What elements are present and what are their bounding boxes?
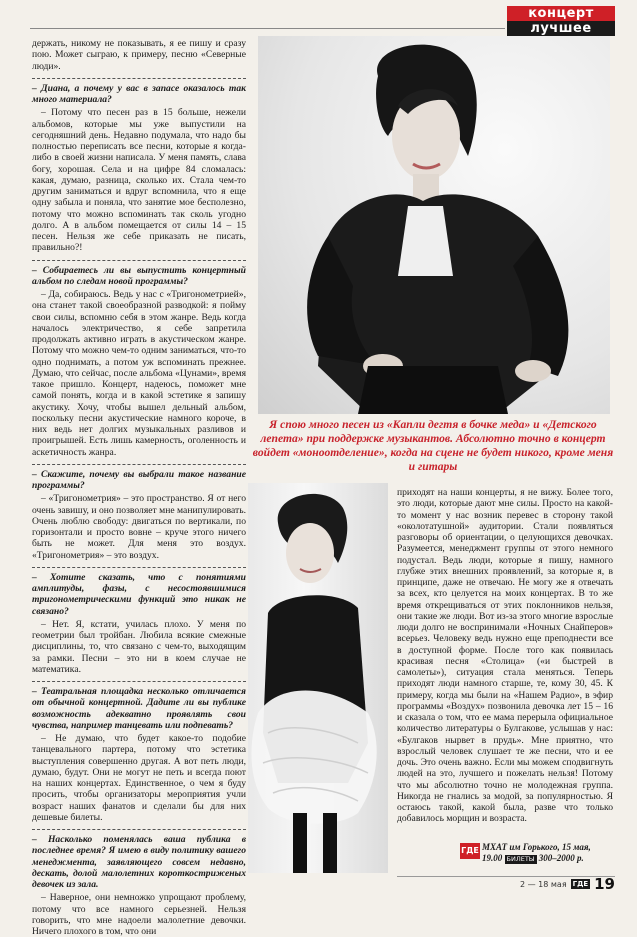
answer: – Потому что песен раз в 15 больше, нежели альбомов, которые мы уже выпустили на сегодняшний день. Недавно подумала, что надо бы полностью переписать все песни, которые я когда-либо в своей жизни написала. У меня память, слава богу, хорошая. Села и на цифре 84 сломалась: какая, думаю, разница, сколько их. Стала чем-то другим заниматься и вдруг вспомнила, что я еще одну забыла и поняла, что занятие мое бесполезно, потому что можно вспоминать так сколь угодно долго. А в альбом помещается от силы 14 – 15 песен. Нельзя же себе приказать не писать, правильно?!: [32, 107, 246, 254]
photo-singer-bottom: [248, 483, 388, 873]
section-header-line2: лучшее: [507, 21, 615, 36]
event-venue-line: [482, 842, 610, 853]
question: – Насколько поменялась ваша публика в последнее время? Я имею в виду политику вашего менеджмента, заявляющего совсем недавно, дескать, долой малолетних короткостриженых девочек из зала.: [32, 829, 246, 890]
header-rule: [30, 28, 505, 29]
question: – Собираетесь ли вы выпустить концертный альбом по следам новой программы?: [32, 260, 246, 288]
answer: – «Тригонометрия» – это пространство. Я от него очень завишу, и оно позволяет мне манипулировать. Очень люблю свободу: двигаться по вертикали, по горизонтали и просто вовне – круче этого ничего быть не может. Для меня это воздух. «Тригонометрия» – это воздух.: [32, 493, 246, 561]
page-footer: [520, 876, 615, 892]
right-column: [397, 487, 613, 843]
event-venue: МХАТ им Горького, 15 мая,: [482, 842, 591, 852]
question: – Скажите, почему вы выбрали такое название программы?: [32, 464, 246, 492]
photo-singer-top: [258, 36, 610, 414]
answer: – Нет. Я, кстати, училась плохо. У меня по геометрии был тройбан. Любила всякие смежные дисциплины, то, что связано с чем-то, выходящим за рамки. Песни – это ни в коем случае не математика.: [32, 618, 246, 675]
paragraph: приходят на наши концерты, я не вижу. Более того, это люди, которые дают мне силы. Просто на какой-то момент у нас возник перевес в сторону такой «околотатушной» аудитории. Стали появляться разговоры об ориентации, о целующихся девочках. Разумеется, менеджмент группы от этого немного подустал. Ведь люди, которые я пишу, намного глубже этих внешних проявлений, за которые я, в принципе, даже не отвечаю. Не могу же я отвечать за всех, кто целуется на моих концертах. В то же время открещиваться от этих поклонников нельзя, они такие же люди. Вот из-за этого многие взрослые люди долго не воспринимали «Ночных Снайперов» всерьез. Человеку ведь нужно еще преподнести все в доступной форме. После того как появилась красивая песня «Столица» («и быстрей в самолеты»), ситуация стала меняться. Теперь приходят люди намного старше, те, кому 30, 45. К примеру, когда мы были на «Нашем Радио», в эфир программы «Воздух» позвонила девочка лет 15 – 16 и сказала о том, что ее мама перерыла официальное количество литературы о Булгакове, услышав у нас: «Булгаков нырвет в прудь». Мне приятно, что взрослый человек слушает те же песни, что и ее дочь. Это очень важно. Если мы можем сподвигнуть людей на это, лучшего и пожелать нельзя! Потому что мы абсолютно точно не молодежная группа. Никогда не гнались за модой, за популярностью. Я остаюсь такой, какой была, разве что только добавилось морщин и возраста.: [397, 487, 613, 825]
event-time: 19.00: [482, 853, 503, 863]
question: – Хотите сказать, что с понятиями амплитуды, фазы, с несостоявшимися тригонометрическими функций это никак не связано?: [32, 567, 246, 617]
photo-singer-bottom-illustration: [248, 483, 388, 873]
issue-date: 2 — 18 мая: [519, 879, 567, 889]
paragraph: держать, никому не показывать, я ее пишу и сразу пою. Может сыграю, к примеру, песню «Северные люди».: [32, 38, 246, 72]
section-header-line1: концерт: [507, 6, 615, 21]
answer: – Да, собираюсь. Ведь у нас с «Тригонометрией», она станет такой своеобразной разводкой: я пойму свои силы, вспомню себя в этом жанре. Ведь когда началось электричество, я себе запретила продолжать активно играть в акустическом жанре. Потому что можно чем-то одним заниматься, что-то одно поднимать, а потом уж вспоминать прежнее. Думаю, что сейчас, после альбома «Цунами», время такое пришло. Концерт, надеюсь, поможет мне самой понять, когда и в какой эстетике я запишу акустику. Хочу, чтобы вышел дельный альбом, поскольку песни акустические намного короче, в них ведь нет долгих музыкальных разливов и проигрышей. Есть лишь камерность, оголенность и аскетичность жанра.: [32, 289, 246, 458]
question: – Диана, а почему у вас в запасе оказалось так много материала?: [32, 78, 246, 106]
left-column: [32, 38, 246, 937]
answer: – Наверное, они немножко упрощают проблему, потому что все намного серьезней. Нельзя говорить, что мне надоели малолетние девочки. Ничего плохого в том, что они: [32, 892, 246, 937]
ticket-price: 300–2000 р.: [538, 853, 584, 863]
section-header: [507, 6, 615, 36]
gde-badge: ГДЕ: [460, 843, 480, 859]
magazine-logo: ГДЕ: [572, 880, 589, 888]
event-info-box: [461, 842, 610, 864]
question: – Театральная площадка несколько отличается от обычной концертной. Дадите ли вы публике возможность адекватно проявлять свои чувства, например танцевать или подпевать?: [32, 681, 246, 731]
pull-quote-caption: Я спою много песен из «Капли дегтя в бочке меда» и «Детского лепета» при поддержке музыкантов. Абсолютно точно в концерт войдет «моноотделение», когда на сцене не будет никого, кроме меня и гитары: [252, 418, 614, 473]
photo-singer-top-illustration: [258, 36, 610, 414]
event-time-line: [482, 853, 610, 864]
tickets-logo: БИЛЕТЫ: [506, 855, 535, 863]
answer: – Не думаю, что будет какое-то подобие танцевального партера, потому что эстетика выступления совершенно другая. А вот петь люди, думаю, будут. Они не могут не петь и всегда поют на наших концертах. Единственное, о чем я буду просить, чтобы организаторы мероприятия учли возраст наших фанатов и сделали бы для них дешевые билеты.: [32, 733, 246, 823]
page-number: 19: [594, 875, 615, 893]
